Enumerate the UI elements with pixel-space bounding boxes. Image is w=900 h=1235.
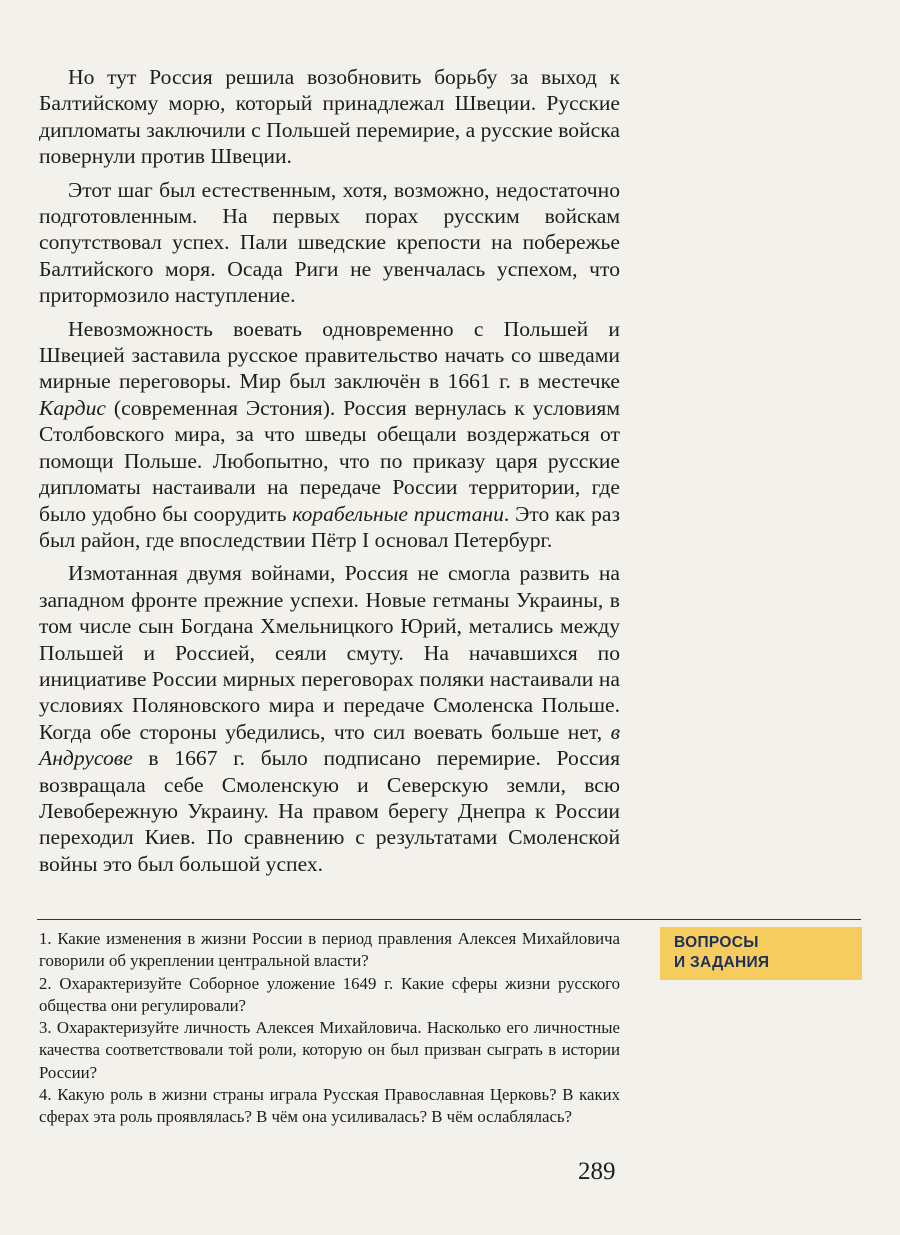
section-label-line: И ЗАДАНИЯ — [674, 953, 770, 971]
text-run: (современная Эстония). Россия вернулась к условиям Столбовского мира, за что шведы обещали воздержаться от помощи Польше. Любопытно, что по приказу царя русские дипломаты настаивали на передаче России территории, где было удобно бы соорудить — [39, 395, 620, 526]
paragraph — [39, 316, 620, 554]
paragraph — [39, 560, 620, 877]
text-run: Невозможность воевать одновременно с Польшей и Швецией заставила русское правительство начать со шведами мирные переговоры. Мир был заключён в 1661 г. в местечке — [39, 316, 620, 394]
text-run: в 1667 г. было подписано перемирие. Россия возвращала себе Смоленскую и Северскую земли, всю Левобережную Украину. На правом берегу Днепра к России переходил Киев. По сравнению с результатами Смоленской войны это был большой успех. — [39, 746, 620, 876]
questions-section-label — [660, 927, 862, 980]
question-item: 1. Какие изменения в жизни России в период правления Алексея Михайловича говорили об укреплении центральной власти? — [39, 929, 620, 971]
question-item: 4. Какую роль в жизни страны играла Русская Православная Церковь? В каких сферах эта роль проявлялась? В чём она усиливалась? В чём ослаблялась? — [39, 1085, 620, 1127]
text-run: . Это как раз был район, где впоследствии Пётр I основал Петербург. — [39, 501, 620, 552]
question-item: 2. Охарактеризуйте Соборное уложение 1649 г. Какие сферы жизни русского общества они регулировали? — [39, 973, 620, 1015]
question-item: 3. Охарактеризуйте личность Алексея Михайловича. Насколько его личностные качества соответствовали той роли, которую он был призван сыграть в истории России? — [39, 1018, 620, 1082]
section-divider — [37, 919, 861, 920]
section-label-line: ВОПРОСЫ — [674, 934, 759, 951]
text-run: Измотанная двумя войнами, Россия не смогла развить на западном фронте прежние успехи. Новые гетманы Украины, в том числе сын Богдана Хмельницкого Юрий, метались между Польшей и Россией, сеяли смуту. На начавшихся по инициативе России мирных переговорах поляки настаивали на условиях Поляновского мира и передаче Смоленска Польше. Когда обе стороны убедились, что сил воевать больше нет, — [39, 561, 620, 744]
italic-term: в Андрусове — [39, 719, 620, 771]
page-number: 289 — [578, 1158, 616, 1185]
italic-term: Кардис — [39, 395, 106, 420]
italic-term: корабельные пристани — [292, 501, 504, 526]
paragraph: Но тут Россия решила возобновить борьбу за выход к Балтийскому морю, который принадлежал Швеции. Русские дипломаты заключили с Польшей перемирие, а русские войска повернули против Швеции. — [39, 65, 620, 169]
paragraph: Этот шаг был естественным, хотя, возможно, недостаточно подготовленным. На первых порах русским войскам сопутствовал успех. Пали шведские крепости на побережье Балтийского моря. Осада Риги не увенчалась успехом, что притормозило наступление. — [39, 177, 620, 308]
main-text — [39, 64, 620, 877]
questions-list — [39, 928, 620, 1129]
